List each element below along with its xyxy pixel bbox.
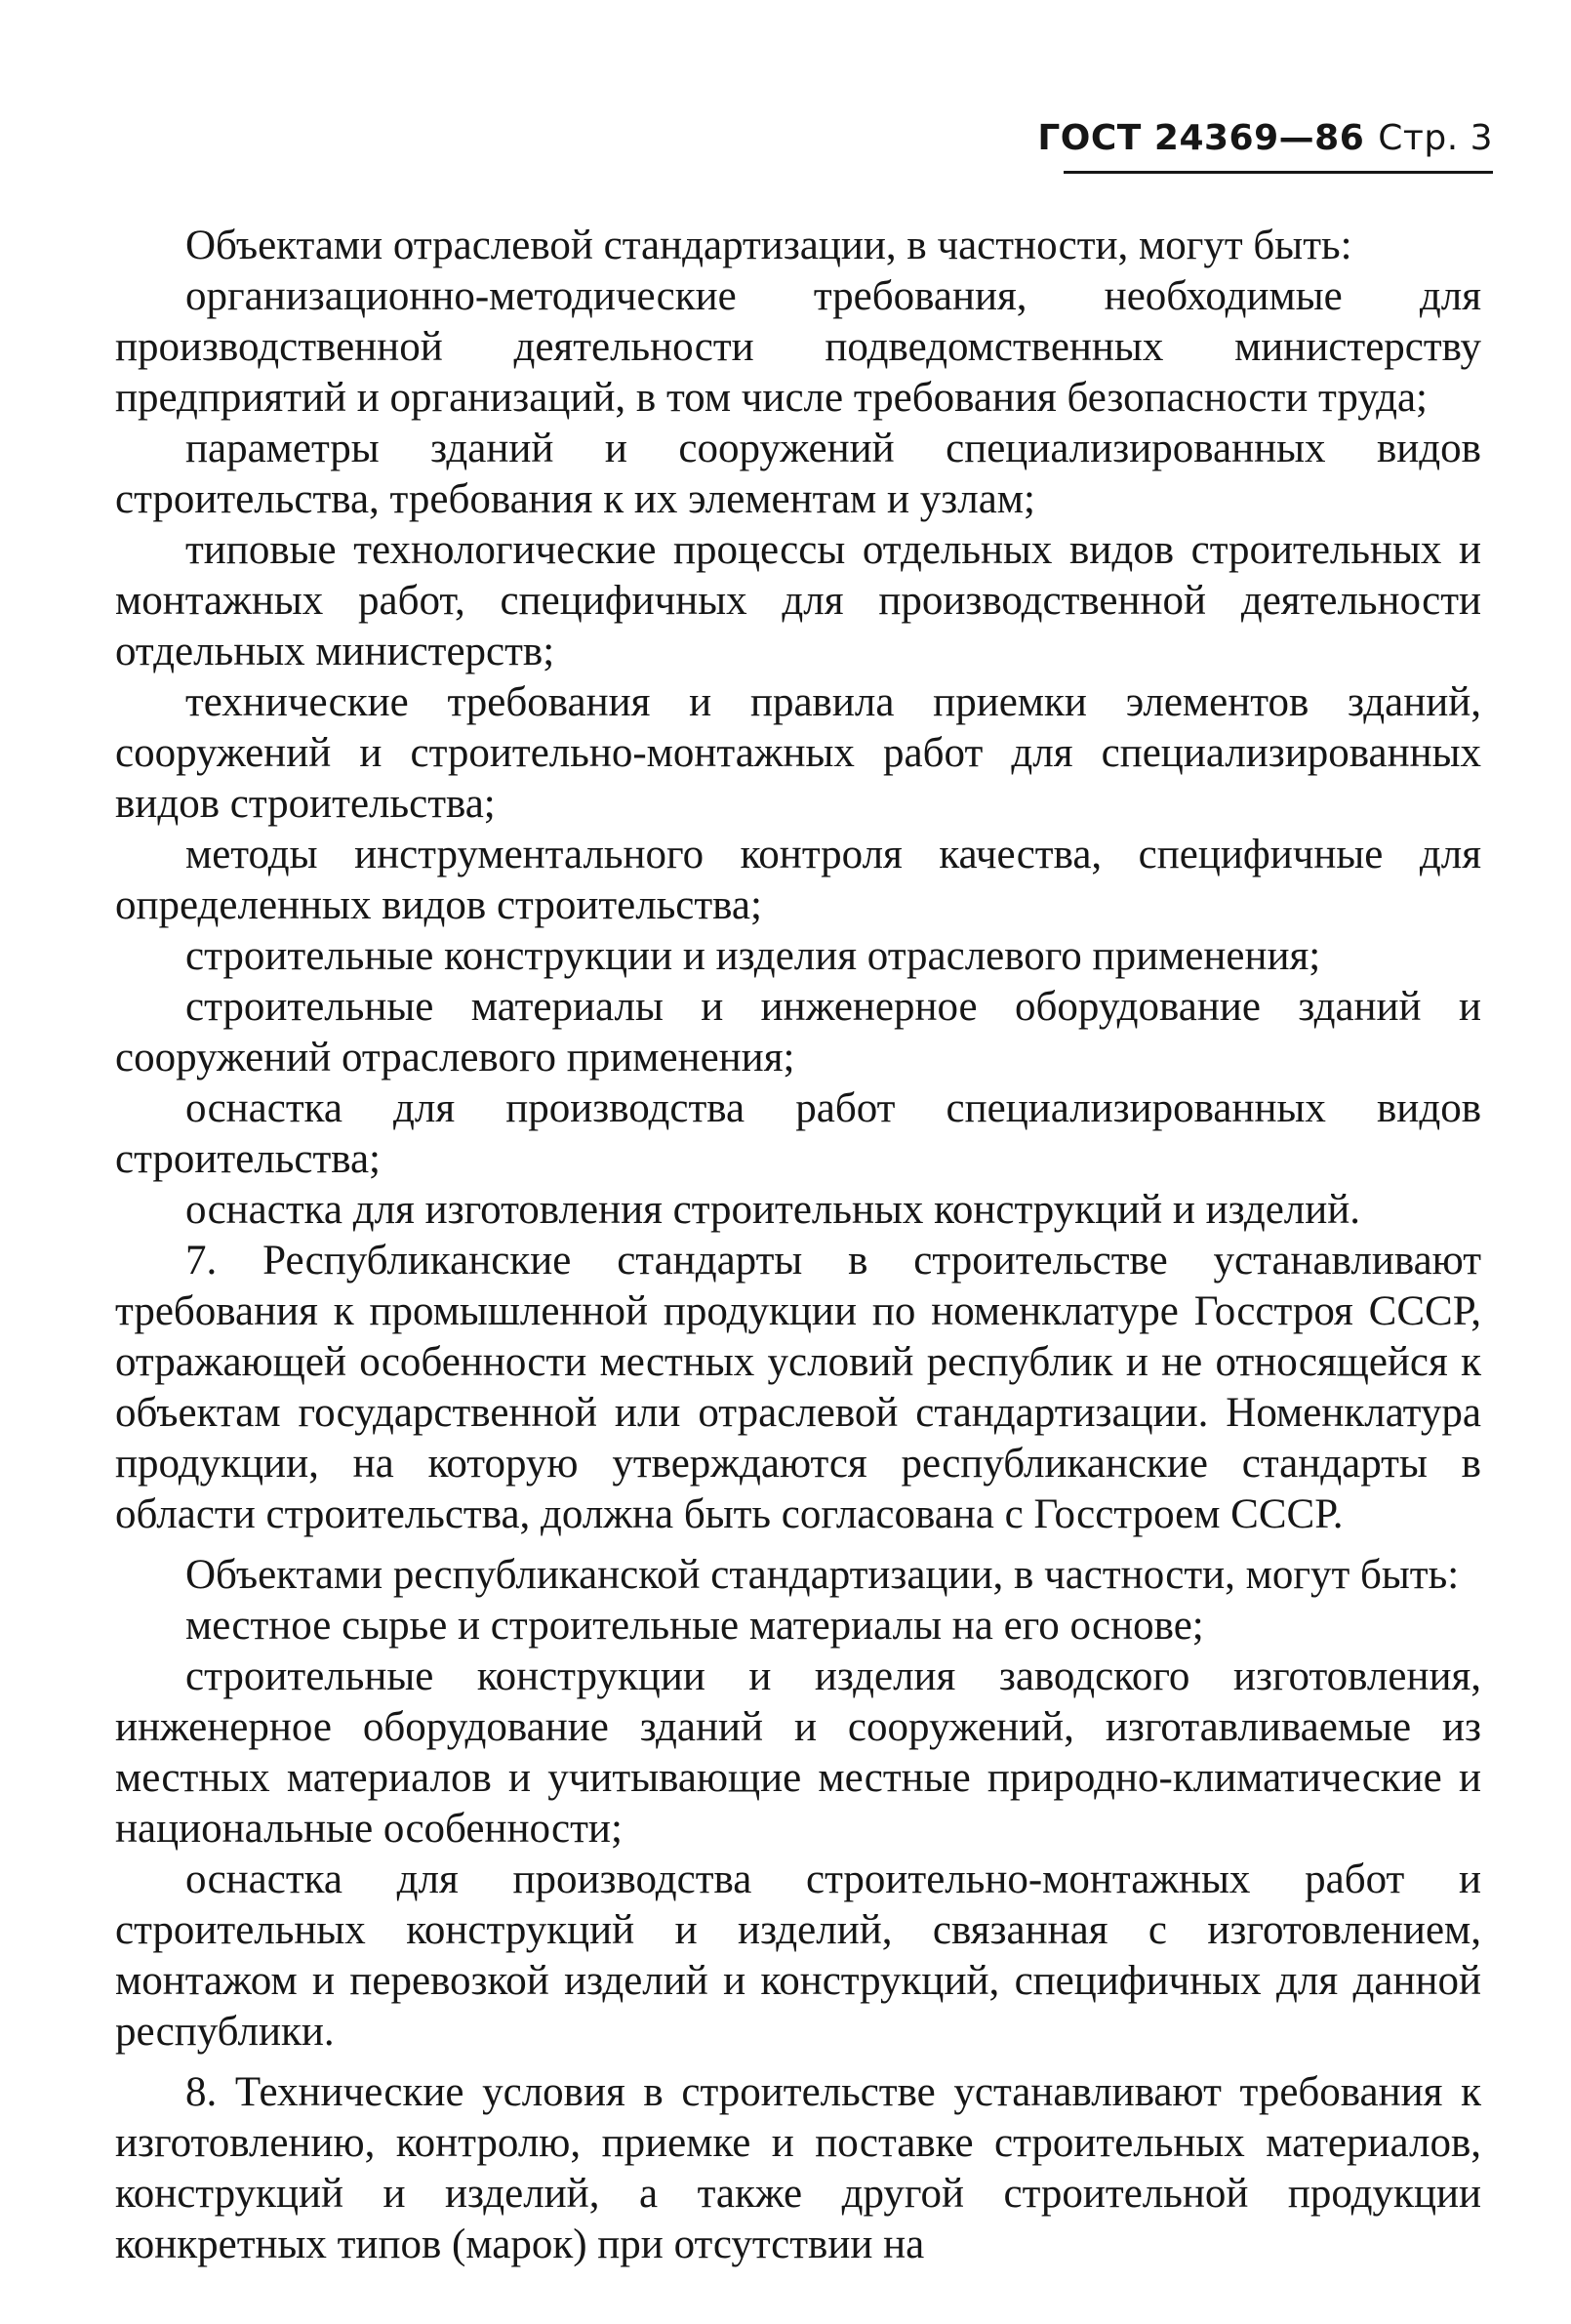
header-rule <box>1064 171 1493 174</box>
list-item: организационно-методические требования, необходимые для производственной деятельности подведомственных министерству предприятий и организаций, в том числе требования безопасности труда; <box>115 273 1481 421</box>
list-item: оснастка для производства работ специализированных видов строительства; <box>115 1085 1481 1182</box>
page-header <box>1037 117 1493 160</box>
list-item: строительные конструкции и изделия заводского изготовления, инженерное оборудование зданий и сооружений, изготавливаемые из местных материалов и учитывающие местные природно-климатические и национальные особенности; <box>115 1653 1481 1852</box>
section-7-paragraph: 7. Республиканские стандарты в строительстве устанавливают требования к промышленной продукции по номенклатуре Госстроя СССР, отражающей особенности местных условий республик и не относящейся к объектам государственной или отраслевой стандартизации. Номенклатура продукции, на которую утверждаются республиканские стандарты в области строительства, должна быть согласована с Госстроем СССР. <box>115 1238 1481 1537</box>
section-8-paragraph: 8. Технические условия в строительстве устанавливают требования к изготовлению, контролю, приемке и поставке строительных материалов, конструкций и изделий, а также другой строительной продукции конкретных типов (марок) при отсутствии на <box>115 2069 1481 2267</box>
paragraph: Объектами республиканской стандартизации, в частности, могут быть: <box>185 1552 1460 1598</box>
list-item: оснастка для изготовления строительных конструкций и изделий. <box>185 1187 1361 1233</box>
list-item: типовые технологические процессы отдельных видов строительных и монтажных работ, специфичных для производственной деятельности отдельных министерств; <box>115 527 1481 674</box>
list-item: оснастка для производства строительно-монтажных работ и строительных конструкций и изделий, связанная с изготовлением, монтажом и перевозкой изделий и конструкций, специфичных для данной республики. <box>115 1856 1481 2055</box>
list-item: технические требования и правила приемки элементов зданий, сооружений и строительно-монтажных работ для специализированных видов строительства; <box>115 679 1481 827</box>
paragraph: Объектами отраслевой стандартизации, в частности, могут быть: <box>185 223 1352 268</box>
list-item: строительные конструкции и изделия отраслевого применения; <box>185 933 1321 979</box>
list-item: местное сырье и строительные материалы на его основе; <box>185 1603 1204 1649</box>
body-text <box>115 221 1481 2270</box>
standard-number: ГОСТ 24369—86 <box>1037 118 1365 158</box>
page-number: Стр. 3 <box>1378 118 1493 158</box>
list-item: методы инструментального контроля качества, специфичные для определенных видов строительства; <box>115 832 1481 928</box>
list-item: строительные материалы и инженерное оборудование зданий и сооружений отраслевого применения; <box>115 984 1481 1080</box>
list-item: параметры зданий и сооружений специализированных видов строительства, требования к их элементам и узлам; <box>115 426 1481 522</box>
